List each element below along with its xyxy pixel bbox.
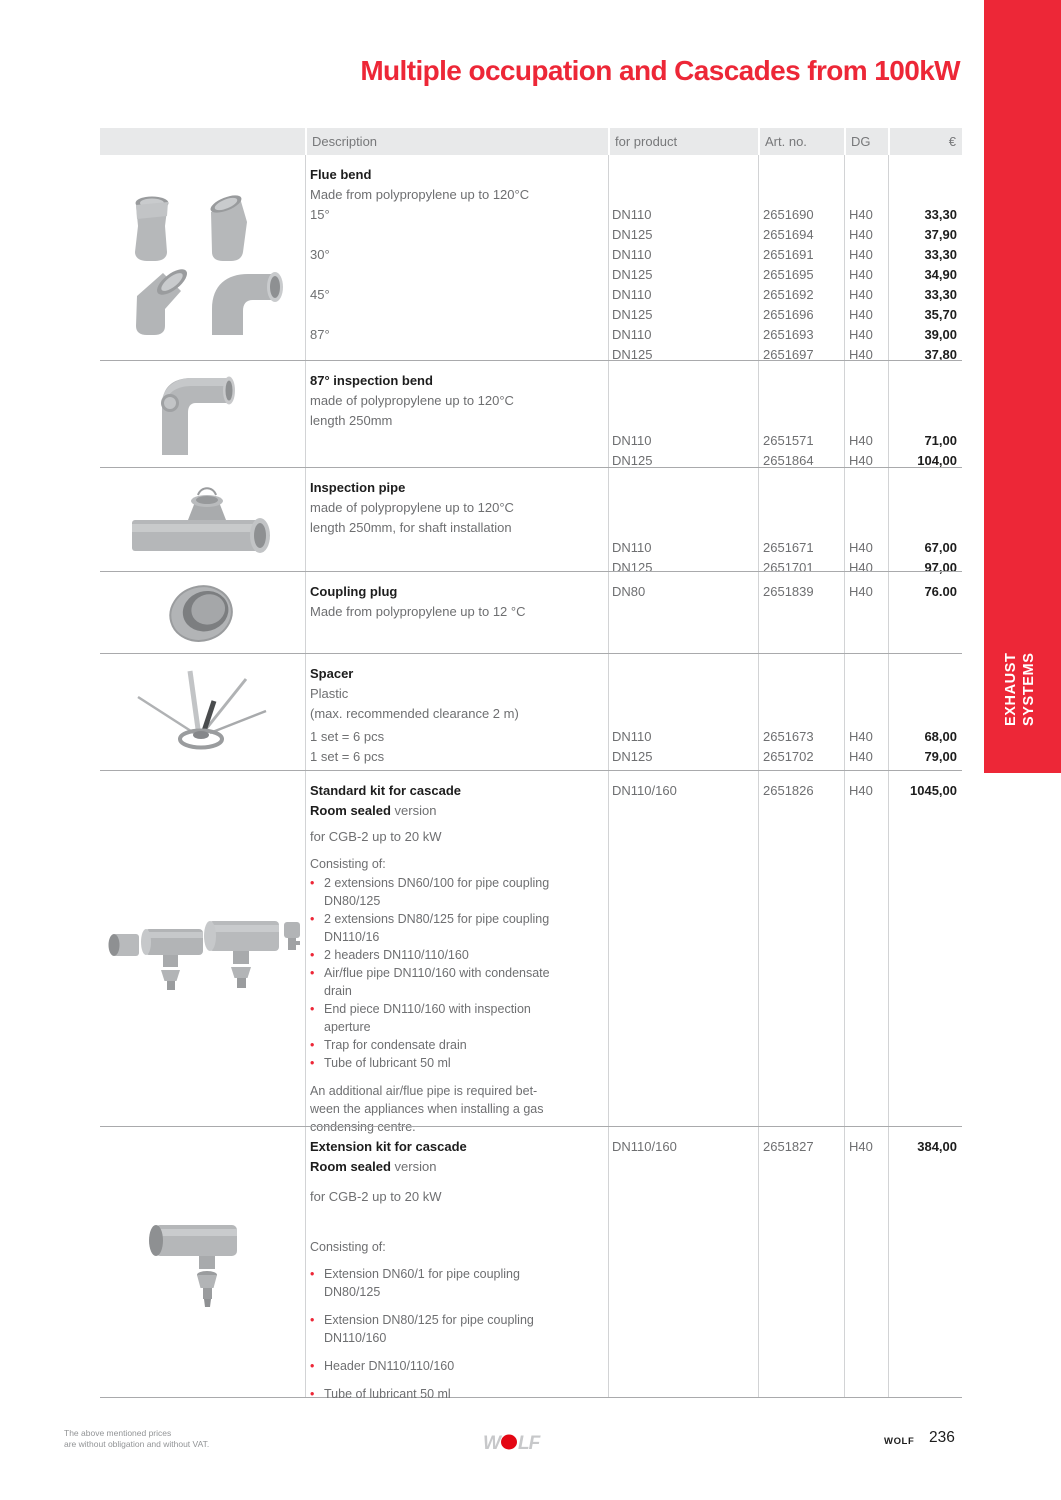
list-item bbox=[310, 946, 962, 964]
list-item bbox=[310, 1311, 962, 1347]
column-divider bbox=[758, 654, 759, 770]
variant-label: 30° bbox=[310, 247, 330, 262]
variant-dg: H40 bbox=[849, 453, 873, 468]
inspection-pipe-image bbox=[100, 468, 305, 571]
row-price: 76.00 bbox=[924, 584, 957, 599]
variant-dg: H40 bbox=[849, 227, 873, 242]
product-description-line: length 250mm bbox=[310, 413, 393, 428]
variant-label bbox=[310, 225, 608, 245]
side-tab-exhaust-systems bbox=[1003, 653, 1038, 727]
list-item-text: 2 headers DN110/110/160 bbox=[324, 948, 469, 962]
product-description-line: made of polypropylene up to 120°C bbox=[310, 393, 514, 408]
variant-product: DN125 bbox=[612, 227, 653, 242]
list-item-line bbox=[310, 964, 962, 982]
variant-dg: H40 bbox=[849, 307, 873, 322]
bullet-icon: • bbox=[310, 876, 315, 890]
column-divider bbox=[888, 155, 889, 360]
table-row bbox=[100, 155, 962, 360]
variant-row bbox=[310, 225, 962, 245]
wolf-logo-icon bbox=[483, 1430, 541, 1459]
column-divider bbox=[844, 572, 845, 653]
header-euro: € bbox=[888, 128, 962, 155]
spacer-image bbox=[100, 654, 305, 770]
variant-price: 68,00 bbox=[924, 729, 957, 744]
bullet-icon: • bbox=[310, 1056, 315, 1070]
header-art-no: Art. no. bbox=[758, 128, 844, 155]
variant-art-no: 2651691 bbox=[763, 247, 814, 262]
side-tab-line1: EXHAUST bbox=[1003, 652, 1019, 726]
subtitle-bold: Room sealed bbox=[310, 803, 391, 818]
list-item-line bbox=[310, 1000, 962, 1018]
column-divider bbox=[844, 468, 845, 571]
column-divider bbox=[608, 155, 609, 360]
column-divider bbox=[844, 654, 845, 770]
variant-art-no: 2651673 bbox=[763, 729, 814, 744]
subtitle-regular: version bbox=[390, 1159, 437, 1174]
bullet-icon: • bbox=[310, 1387, 315, 1401]
column-divider bbox=[608, 771, 609, 1126]
bullet-icon: • bbox=[310, 948, 315, 962]
variant-row bbox=[310, 727, 962, 747]
variant-row bbox=[310, 305, 962, 325]
variant-art-no: 2651697 bbox=[763, 347, 814, 362]
variant-price: 34,90 bbox=[924, 267, 957, 282]
product-title: Extension kit for cascade bbox=[310, 1139, 467, 1154]
column-divider bbox=[305, 1127, 306, 1397]
variant-art-no: 2651671 bbox=[763, 540, 814, 555]
column-divider bbox=[888, 1127, 889, 1397]
row-product: DN110/160 bbox=[612, 783, 677, 798]
column-divider bbox=[305, 771, 306, 1126]
product-table bbox=[100, 128, 962, 1401]
column-divider bbox=[608, 361, 609, 467]
column-divider bbox=[888, 572, 889, 653]
variant-label: 45° bbox=[310, 287, 330, 302]
list-item bbox=[310, 1000, 962, 1036]
column-divider bbox=[608, 1127, 609, 1397]
variant-label bbox=[310, 305, 608, 325]
footer-price-note bbox=[64, 1428, 209, 1450]
variant-price: 67,00 bbox=[924, 540, 957, 555]
bullet-icon: • bbox=[310, 1267, 315, 1281]
header-image-column bbox=[100, 128, 305, 155]
bullet-icon: • bbox=[310, 1359, 315, 1373]
product-title: Inspection pipe bbox=[310, 480, 406, 495]
table-row bbox=[100, 770, 962, 1134]
list-item bbox=[310, 964, 962, 1000]
list-item-line bbox=[310, 946, 962, 964]
column-divider bbox=[305, 654, 306, 770]
list-item-line bbox=[310, 910, 962, 928]
column-divider bbox=[608, 468, 609, 571]
row-dg: H40 bbox=[849, 783, 873, 798]
header-description: Description bbox=[305, 128, 608, 155]
list-item-text: Extension DN80/125 for pipe coupling bbox=[324, 1313, 534, 1327]
variant-label bbox=[310, 538, 608, 558]
product-description-line: made of polypropylene up to 120°C bbox=[310, 500, 514, 515]
bullet-icon: • bbox=[310, 1313, 315, 1327]
consisting-label: Consisting of: bbox=[310, 857, 386, 871]
variant-art-no: 2651696 bbox=[763, 307, 814, 322]
inspection-bend-image bbox=[100, 361, 305, 467]
variant-row bbox=[310, 265, 962, 285]
list-item-line bbox=[310, 1385, 962, 1403]
variant-product: DN125 bbox=[612, 347, 653, 362]
page-title: Multiple occupation and Cascades from 100kW bbox=[360, 55, 960, 86]
footer-note-line2: are without obligation and without VAT. bbox=[64, 1439, 210, 1449]
list-item-text: Tube of lubricant 50 ml bbox=[324, 1056, 451, 1070]
svg-text:W: W bbox=[483, 1433, 500, 1454]
variant-label: 87° bbox=[310, 327, 330, 342]
variant-art-no: 2651702 bbox=[763, 749, 814, 764]
bullet-icon: • bbox=[310, 1002, 315, 1016]
variant-dg: H40 bbox=[849, 433, 873, 448]
variant-label: 1 set = 6 pcs bbox=[310, 749, 385, 764]
product-title: 87° inspection bend bbox=[310, 373, 433, 388]
variant-product: DN125 bbox=[612, 453, 653, 468]
coupling-plug-image bbox=[100, 572, 305, 653]
list-item bbox=[310, 910, 962, 946]
variant-product: DN110 bbox=[612, 729, 652, 744]
column-divider bbox=[305, 155, 306, 360]
product-description-line: Plastic bbox=[310, 686, 349, 701]
variant-price: 37,90 bbox=[924, 227, 957, 242]
variant-row bbox=[310, 205, 962, 225]
variant-art-no: 2651690 bbox=[763, 207, 814, 222]
variant-dg: H40 bbox=[849, 287, 873, 302]
list-item-text: Extension DN60/1 for pipe coupling bbox=[324, 1267, 520, 1281]
table-body bbox=[100, 155, 962, 1401]
variant-label: 15° bbox=[310, 207, 330, 222]
variant-label: 1 set = 6 pcs bbox=[310, 729, 385, 744]
variant-label bbox=[310, 265, 608, 285]
variant-product: DN125 bbox=[612, 560, 653, 575]
variant-art-no: 2651695 bbox=[763, 267, 814, 282]
variant-product: DN125 bbox=[612, 267, 653, 282]
consisting-label: Consisting of: bbox=[310, 1240, 386, 1254]
variant-price: 33,30 bbox=[924, 207, 957, 222]
variant-price: 39,00 bbox=[924, 327, 957, 342]
variant-art-no: 2651692 bbox=[763, 287, 814, 302]
consisting-list bbox=[310, 1265, 962, 1413]
product-info-line: for CGB-2 up to 20 kW bbox=[310, 1189, 442, 1204]
variant-price: 71,00 bbox=[924, 433, 957, 448]
variant-dg: H40 bbox=[849, 267, 873, 282]
row-price: 384,00 bbox=[917, 1139, 957, 1154]
table-row bbox=[100, 467, 962, 575]
list-item bbox=[310, 1357, 962, 1375]
row-art-no: 2651827 bbox=[763, 1139, 814, 1154]
list-item-line bbox=[310, 874, 962, 892]
table-row bbox=[100, 360, 962, 467]
variant-price: 35,70 bbox=[924, 307, 957, 322]
column-divider bbox=[608, 572, 609, 653]
row-price: 1045,00 bbox=[910, 783, 957, 798]
variant-list bbox=[310, 727, 962, 770]
list-item-line bbox=[310, 1311, 962, 1329]
variant-art-no: 2651694 bbox=[763, 227, 814, 242]
variant-price: 97,00 bbox=[924, 560, 957, 575]
list-item bbox=[310, 1265, 962, 1301]
product-description-line: length 250mm, for shaft installation bbox=[310, 520, 512, 535]
column-divider bbox=[888, 771, 889, 1126]
product-subtitle bbox=[310, 1157, 962, 1177]
list-item bbox=[310, 1054, 962, 1072]
note-line: ween the appliances when installing a gas bbox=[310, 1102, 544, 1116]
list-item bbox=[310, 1036, 962, 1054]
variant-label bbox=[310, 431, 608, 451]
list-item-text: Header DN110/110/160 bbox=[324, 1359, 455, 1373]
product-title: Flue bend bbox=[310, 167, 372, 182]
column-divider bbox=[758, 771, 759, 1126]
variant-price: 79,00 bbox=[924, 749, 957, 764]
variant-row bbox=[310, 538, 962, 558]
variant-dg: H40 bbox=[849, 247, 873, 262]
variant-product: DN110 bbox=[612, 287, 652, 302]
column-divider bbox=[758, 468, 759, 571]
note-line: condensing centre. bbox=[310, 1120, 416, 1134]
column-divider bbox=[844, 361, 845, 467]
list-item-text-wrap: drain bbox=[324, 984, 352, 998]
variant-art-no: 2651864 bbox=[763, 453, 814, 468]
list-item-line bbox=[310, 1036, 962, 1054]
subtitle-bold: Room sealed bbox=[310, 1159, 391, 1174]
column-divider bbox=[888, 468, 889, 571]
variant-product: DN110 bbox=[612, 540, 652, 555]
product-description-line: (max. recommended clearance 2 m) bbox=[310, 706, 519, 721]
variant-dg: H40 bbox=[849, 729, 873, 744]
flue-bends-image bbox=[100, 155, 305, 360]
variant-product: DN125 bbox=[612, 307, 653, 322]
column-divider bbox=[758, 1127, 759, 1397]
variant-row bbox=[310, 285, 962, 305]
column-divider bbox=[305, 572, 306, 653]
consisting-list bbox=[310, 874, 962, 1072]
variant-list bbox=[310, 205, 962, 368]
variant-dg: H40 bbox=[849, 327, 873, 342]
variant-dg: H40 bbox=[849, 347, 873, 362]
list-item-text-wrap: DN110/16 bbox=[324, 930, 380, 944]
product-title: Standard kit for cascade bbox=[310, 783, 461, 798]
list-item-text: 2 extensions DN80/125 for pipe coupling bbox=[324, 912, 550, 926]
row-product: DN110/160 bbox=[612, 1139, 677, 1154]
product-title: Spacer bbox=[310, 666, 354, 681]
row-dg: H40 bbox=[849, 584, 873, 599]
variant-product: DN110 bbox=[612, 433, 652, 448]
row-art-no: 2651826 bbox=[763, 783, 814, 798]
header-dg: DG bbox=[844, 128, 888, 155]
table-row bbox=[100, 1126, 962, 1401]
table-row bbox=[100, 571, 962, 653]
list-item-text: End piece DN110/160 with inspection bbox=[324, 1002, 531, 1016]
list-item-text: Air/flue pipe DN110/160 with condensate bbox=[324, 966, 550, 980]
svg-text:LF: LF bbox=[518, 1433, 540, 1454]
list-item-text-wrap: DN80/125 bbox=[324, 894, 381, 908]
column-divider bbox=[844, 771, 845, 1126]
bullet-icon: • bbox=[310, 966, 315, 980]
row-dg: H40 bbox=[849, 1139, 873, 1154]
list-item-line bbox=[310, 1054, 962, 1072]
bullet-icon: • bbox=[310, 1038, 315, 1052]
variant-art-no: 2651701 bbox=[763, 560, 814, 575]
footer-note-line1: The above mentioned prices bbox=[64, 1428, 172, 1438]
variant-art-no: 2651571 bbox=[763, 433, 814, 448]
column-divider bbox=[758, 572, 759, 653]
table-header-row bbox=[100, 128, 962, 155]
variant-row bbox=[310, 325, 962, 345]
variant-row bbox=[310, 747, 962, 767]
note-line: An additional air/flue pipe is required bet- bbox=[310, 1084, 538, 1098]
variant-price: 37,80 bbox=[924, 347, 957, 362]
list-item-line bbox=[310, 1357, 962, 1375]
column-divider bbox=[758, 155, 759, 360]
list-item bbox=[310, 1385, 962, 1403]
column-divider bbox=[844, 1127, 845, 1397]
subtitle-regular: version bbox=[390, 803, 437, 818]
variant-product: DN110 bbox=[612, 327, 652, 342]
header-for-product: for product bbox=[608, 128, 758, 155]
column-divider bbox=[608, 654, 609, 770]
list-item-text: 2 extensions DN60/100 for pipe coupling bbox=[324, 876, 550, 890]
product-subtitle bbox=[310, 801, 962, 821]
product-info-line: for CGB-2 up to 20 kW bbox=[310, 829, 442, 844]
list-item-text: Trap for condensate drain bbox=[324, 1038, 467, 1052]
variant-row bbox=[310, 431, 962, 451]
product-description-line: Made from polypropylene up to 12 °C bbox=[310, 604, 526, 619]
variant-product: DN110 bbox=[612, 207, 652, 222]
extension-kit-image bbox=[100, 1127, 305, 1397]
column-divider bbox=[758, 361, 759, 467]
cascade-kit-image bbox=[100, 771, 305, 1126]
column-divider bbox=[305, 468, 306, 571]
list-item-text: Tube of lubricant 50 ml bbox=[324, 1387, 451, 1401]
variant-dg: H40 bbox=[849, 207, 873, 222]
variant-price: 33,30 bbox=[924, 247, 957, 262]
column-divider bbox=[305, 361, 306, 467]
row-product: DN80 bbox=[612, 584, 646, 599]
variant-price: 104,00 bbox=[917, 453, 957, 468]
column-divider bbox=[844, 155, 845, 360]
variant-product: DN110 bbox=[612, 247, 652, 262]
variant-dg: H40 bbox=[849, 540, 873, 555]
column-divider bbox=[888, 361, 889, 467]
product-description-line: Made from polypropylene up to 120°C bbox=[310, 187, 530, 202]
list-item bbox=[310, 874, 962, 910]
variant-art-no: 2651693 bbox=[763, 327, 814, 342]
variant-dg: H40 bbox=[849, 749, 873, 764]
table-row bbox=[100, 653, 962, 770]
column-divider bbox=[888, 654, 889, 770]
page-number: 236 bbox=[929, 1429, 955, 1446]
bullet-icon: • bbox=[310, 912, 315, 926]
list-item-text-wrap: DN110/160 bbox=[324, 1331, 387, 1345]
variant-row bbox=[310, 245, 962, 265]
row-art-no: 2651839 bbox=[763, 584, 814, 599]
variant-price: 33,30 bbox=[924, 287, 957, 302]
variant-product: DN125 bbox=[612, 749, 653, 764]
list-item-line bbox=[310, 1265, 962, 1283]
product-title: Coupling plug bbox=[310, 584, 398, 599]
variant-dg: H40 bbox=[849, 560, 873, 575]
list-item-text-wrap: aperture bbox=[324, 1020, 371, 1034]
list-item-text-wrap: DN80/125 bbox=[324, 1285, 381, 1299]
footer-brand: WOLF bbox=[884, 1436, 915, 1447]
side-tab-line2: SYSTEMS bbox=[1020, 652, 1037, 726]
